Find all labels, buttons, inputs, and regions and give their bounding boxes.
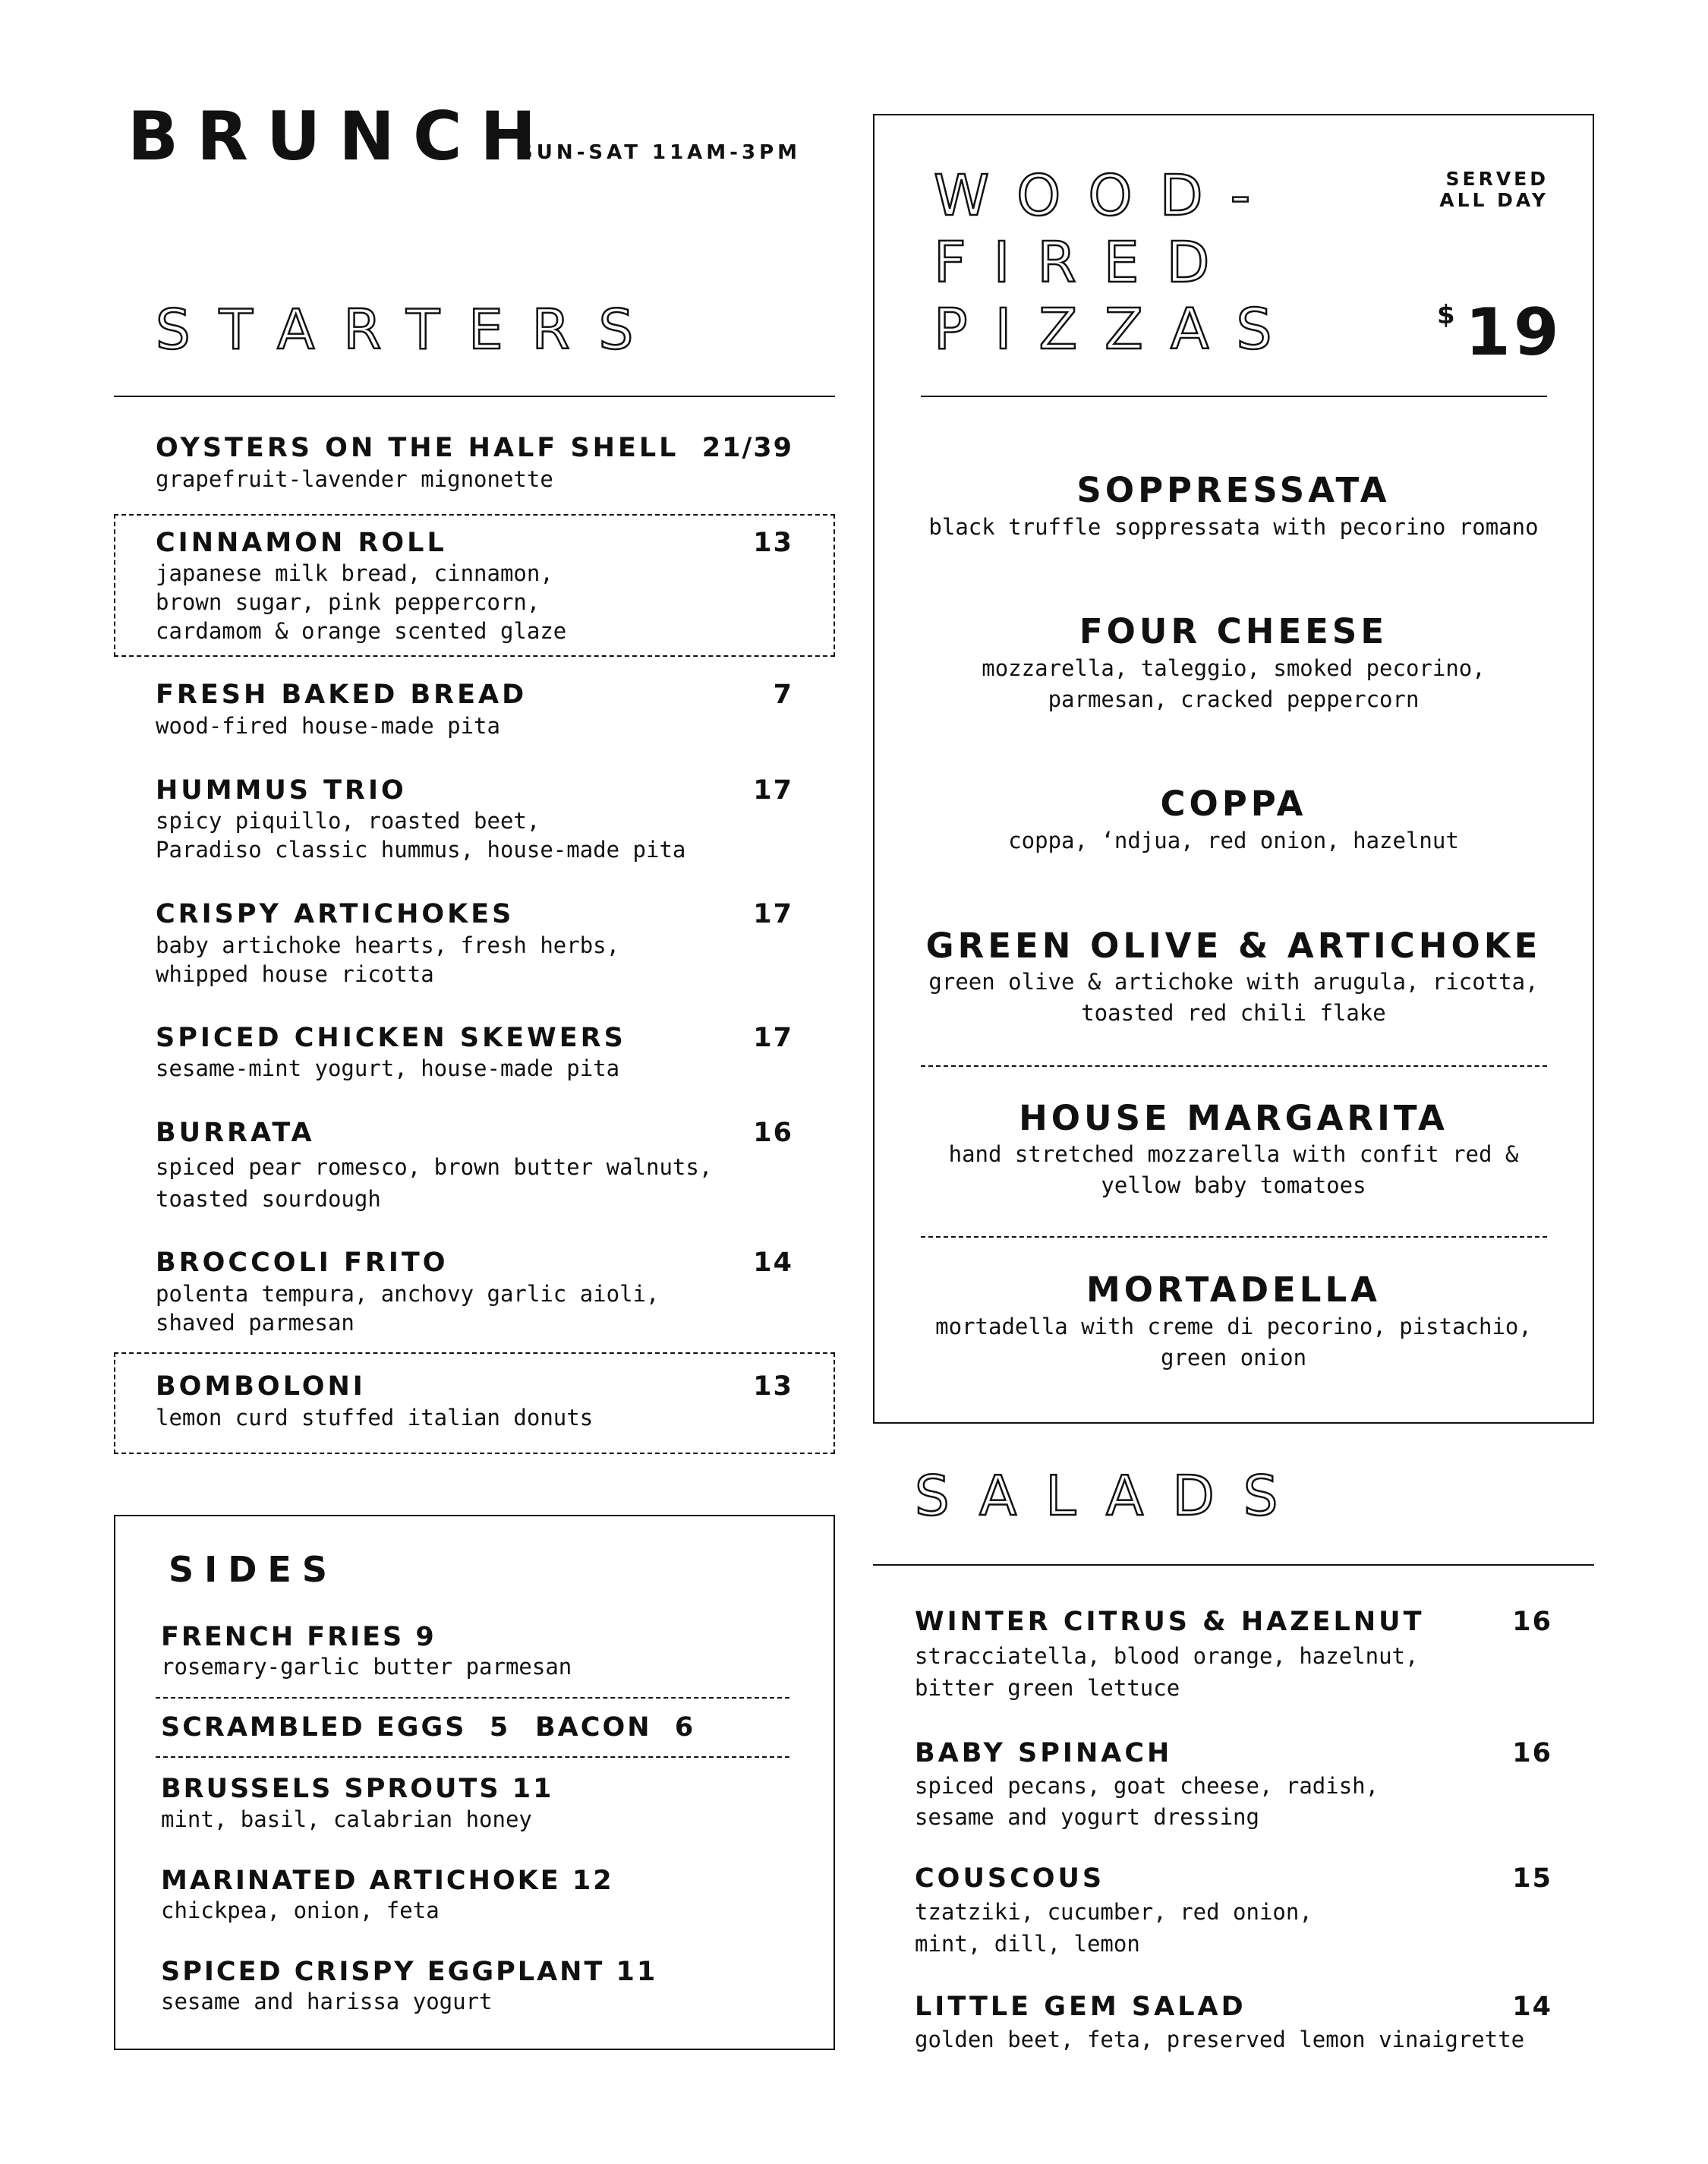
pizza-desc: mortadella with creme di pecorino, pistachio, green onion — [935, 1314, 1532, 1371]
salad-name: WINTER CITRUS & HAZELNUT — [915, 1607, 1425, 1637]
starter-desc: wood-fired house-made pita — [156, 713, 500, 739]
pizza-name: SOPPRESSATA — [1076, 470, 1391, 510]
starter-price: 17 — [753, 1023, 793, 1053]
pizza-desc: green olive & artichoke with arugula, ricotta, toasted red chili flake — [928, 969, 1539, 1026]
starter-desc: grapefruit-lavender mignonette — [156, 466, 553, 492]
starter-name: SPICED CHICKEN SKEWERS — [156, 1023, 626, 1053]
starters-heading: STARTERS — [156, 298, 663, 361]
starter-name: CRISPY ARTICHOKES — [156, 899, 515, 929]
served-all-day-note: SERVED ALL DAY — [1439, 168, 1549, 211]
pizza-name: GREEN OLIVE & ARTICHOKE — [925, 926, 1542, 966]
pizza-heading-line: WOOD- — [934, 163, 1278, 229]
side-desc: chickpea, onion, feta — [161, 1897, 440, 1923]
pizza-price: 19 — [1465, 295, 1562, 371]
salad-desc: stracciatella, blood orange, hazelnut, bitter green lettuce — [915, 1643, 1419, 1701]
starter-name: HUMMUS TRIO — [156, 775, 407, 806]
starter-desc: spiced pear romesco, brown butter walnuts, toasted sourdough — [156, 1154, 713, 1212]
side-name: BRUSSELS SPROUTS 11 — [161, 1774, 554, 1804]
salads-heading: SALADS — [915, 1464, 1307, 1528]
starter-name: BURRATA — [156, 1118, 315, 1148]
salad-price: 16 — [1512, 1738, 1552, 1768]
starter-price: 7 — [773, 680, 793, 710]
starter-desc: polenta tempura, anchovy garlic aioli, shaved parmesan — [156, 1281, 660, 1336]
starter-desc: lemon curd stuffed italian donuts — [156, 1405, 594, 1431]
side-desc: mint, basil, calabrian honey — [161, 1806, 532, 1832]
starter-name: CINNAMON ROLL — [156, 528, 447, 558]
pizza-separator — [921, 1065, 1547, 1067]
pizza-name: FOUR CHEESE — [1079, 611, 1388, 651]
starter-name: BROCCOLI FRITO — [156, 1248, 449, 1278]
sides-divider — [156, 1697, 789, 1699]
side-name: SPICED CRISPY EGGPLANT 11 — [161, 1957, 658, 1987]
starter-name: OYSTERS ON THE HALF SHELL — [156, 433, 679, 463]
pizza-heading-line: FIRED — [934, 230, 1237, 295]
salad-name: COUSCOUS — [915, 1863, 1105, 1894]
menu-title: BRUNCH — [128, 97, 555, 175]
starter-price: 17 — [753, 899, 793, 929]
starter-price: 17 — [753, 775, 793, 806]
pizza-separator — [921, 1236, 1547, 1238]
pizza-name: MORTADELLA — [1086, 1270, 1381, 1310]
salad-name: LITTLE GEM SALAD — [915, 1992, 1246, 2022]
starter-price: 13 — [753, 528, 793, 558]
pizza-divider — [921, 396, 1547, 397]
starter-price: 13 — [753, 1371, 793, 1402]
starters-divider — [114, 396, 835, 397]
salads-divider — [873, 1564, 1594, 1566]
pizza-name: HOUSE MARGARITA — [1019, 1098, 1448, 1138]
starter-desc: sesame-mint yogurt, house-made pita — [156, 1055, 620, 1081]
starter-price: 14 — [753, 1248, 793, 1278]
salad-desc: spiced pecans, goat cheese, radish, sesame and yogurt dressing — [915, 1773, 1379, 1830]
side-desc: sesame and harissa yogurt — [161, 1989, 493, 2014]
sides-heading: SIDES — [169, 1549, 338, 1590]
sides-divider — [156, 1756, 789, 1758]
pizza-desc: hand stretched mozzarella with confit red & yellow baby tomatoes — [948, 1141, 1519, 1198]
salad-price: 16 — [1512, 1607, 1552, 1637]
pizza-desc: coppa, ‘ndjua, red onion, hazelnut — [1008, 828, 1459, 853]
side-desc: rosemary-garlic butter parmesan — [161, 1654, 572, 1680]
service-hours: SUN-SAT 11AM-3PM — [518, 141, 801, 164]
salad-desc: tzatziki, cucumber, red onion, mint, dill, lemon — [915, 1899, 1313, 1957]
side-name: BACON 6 — [535, 1712, 696, 1743]
pizza-desc: black truffle soppressata with pecorino romano — [928, 514, 1539, 540]
pizza-price-currency: $ — [1437, 300, 1455, 330]
starter-desc: baby artichoke hearts, fresh herbs, whipped house ricotta — [156, 932, 620, 987]
starter-desc: spicy piquillo, roasted beet, Paradiso classic hummus, house-made pita — [156, 808, 686, 863]
side-name: MARINATED ARTICHOKE 12 — [161, 1866, 614, 1896]
pizza-desc: mozzarella, taleggio, smoked pecorino, parmesan, cracked peppercorn — [982, 655, 1486, 712]
starter-name: BOMBOLONI — [156, 1371, 366, 1402]
salad-price: 15 — [1512, 1863, 1552, 1894]
salad-name: BABY SPINACH — [915, 1738, 1173, 1768]
salad-desc: golden beet, feta, preserved lemon vinaigrette — [915, 2027, 1525, 2052]
salad-price: 14 — [1512, 1992, 1552, 2022]
side-name: FRENCH FRIES 9 — [161, 1622, 436, 1652]
starter-desc: japanese milk bread, cinnamon, brown sugar, pink peppercorn, cardamom & orange scented glaze — [156, 560, 567, 644]
starter-price: 16 — [753, 1118, 793, 1148]
starter-name: FRESH BAKED BREAD — [156, 680, 528, 710]
pizza-name: COPPA — [1160, 784, 1307, 824]
pizza-heading-line: PIZZAS — [934, 297, 1300, 362]
starter-price: 21/39 — [701, 433, 793, 463]
side-name: SCRAMBLED EGGS 5 — [161, 1712, 511, 1743]
